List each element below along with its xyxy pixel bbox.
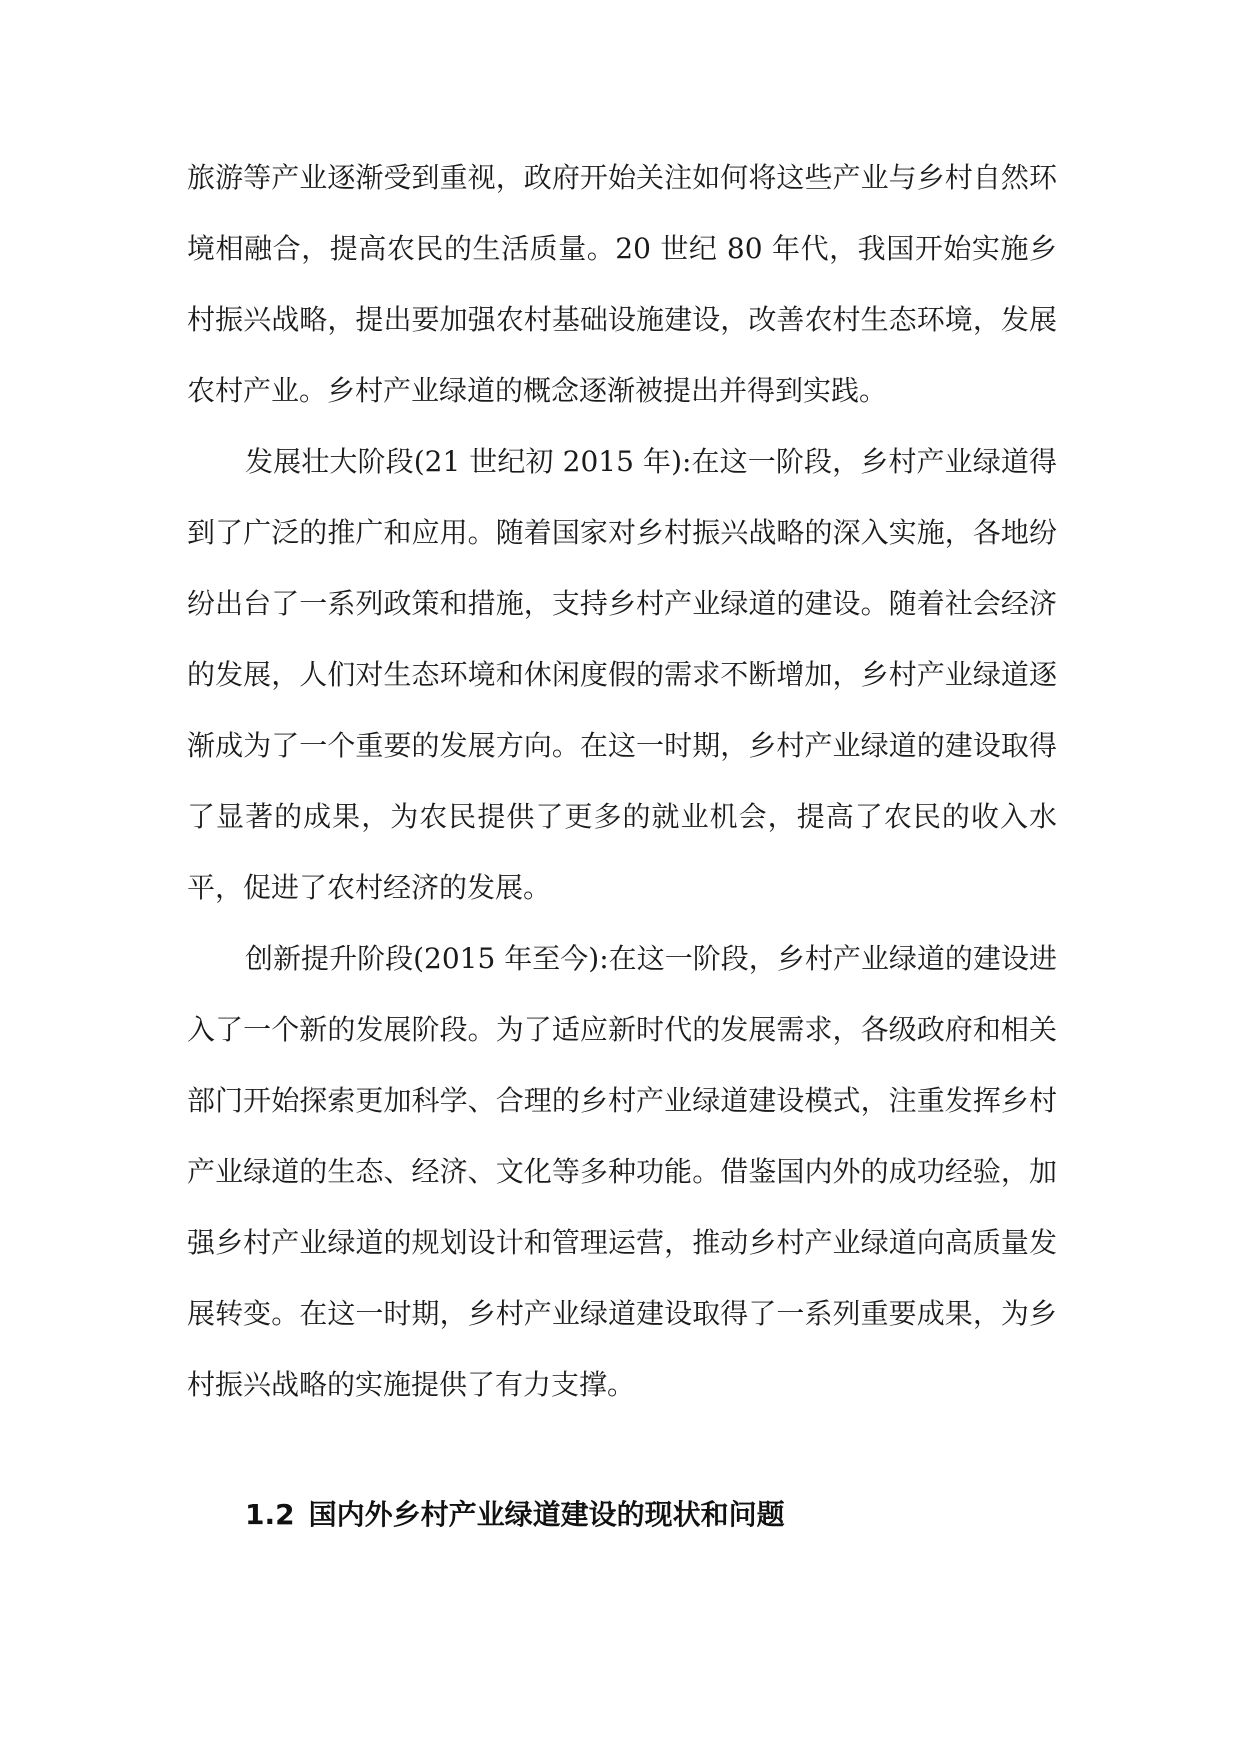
body-paragraph-2: 发展壮大阶段(21 世纪初 2015 年):在这一阶段，乡村产业绿道得到了广泛的推广和应用。随着国家对乡村振兴战略的深入实施，各地纷纷出台了一系列政策和措施，支持乡村产业绿道的建设。随着社会经济的发展，人们对生态环境和休闲度假的需求不断增加，乡村产业绿道逐渐成为了一个重要的发展方向。在这一时期，乡村产业绿道的建设取得了显著的成果，为农民提供了更多的就业机会，提高了农民的收入水平，促进了农村经济的发展。: [187, 445, 1057, 904]
section-title: 国内外乡村产业绿道建设的现状和问题: [308, 1498, 785, 1531]
document-body: [187, 142, 1057, 1550]
body-paragraph-1: 旅游等产业逐渐受到重视，政府开始关注如何将这些产业与乡村自然环境相融合，提高农民的生活质量。20 世纪 80 年代，我国开始实施乡村振兴战略，提出要加强农村基础设施建设，改善农村生态环境，发展农村产业。乡村产业绿道的概念逐渐被提出并得到实践。: [187, 161, 1057, 407]
body-paragraph-3: 创新提升阶段(2015 年至今):在这一阶段，乡村产业绿道的建设进入了一个新的发展阶段。为了适应新时代的发展需求，各级政府和相关部门开始探索更加科学、合理的乡村产业绿道建设模式，注重发挥乡村产业绿道的生态、经济、文化等多种功能。借鉴国内外的成功经验，加强乡村产业绿道的规划设计和管理运营，推动乡村产业绿道向高质量发展转变。在这一时期，乡村产业绿道建设取得了一系列重要成果，为乡村振兴战略的实施提供了有力支撑。: [187, 942, 1057, 1401]
section-heading: [187, 1479, 1057, 1550]
section-number: 1.2: [245, 1498, 295, 1531]
